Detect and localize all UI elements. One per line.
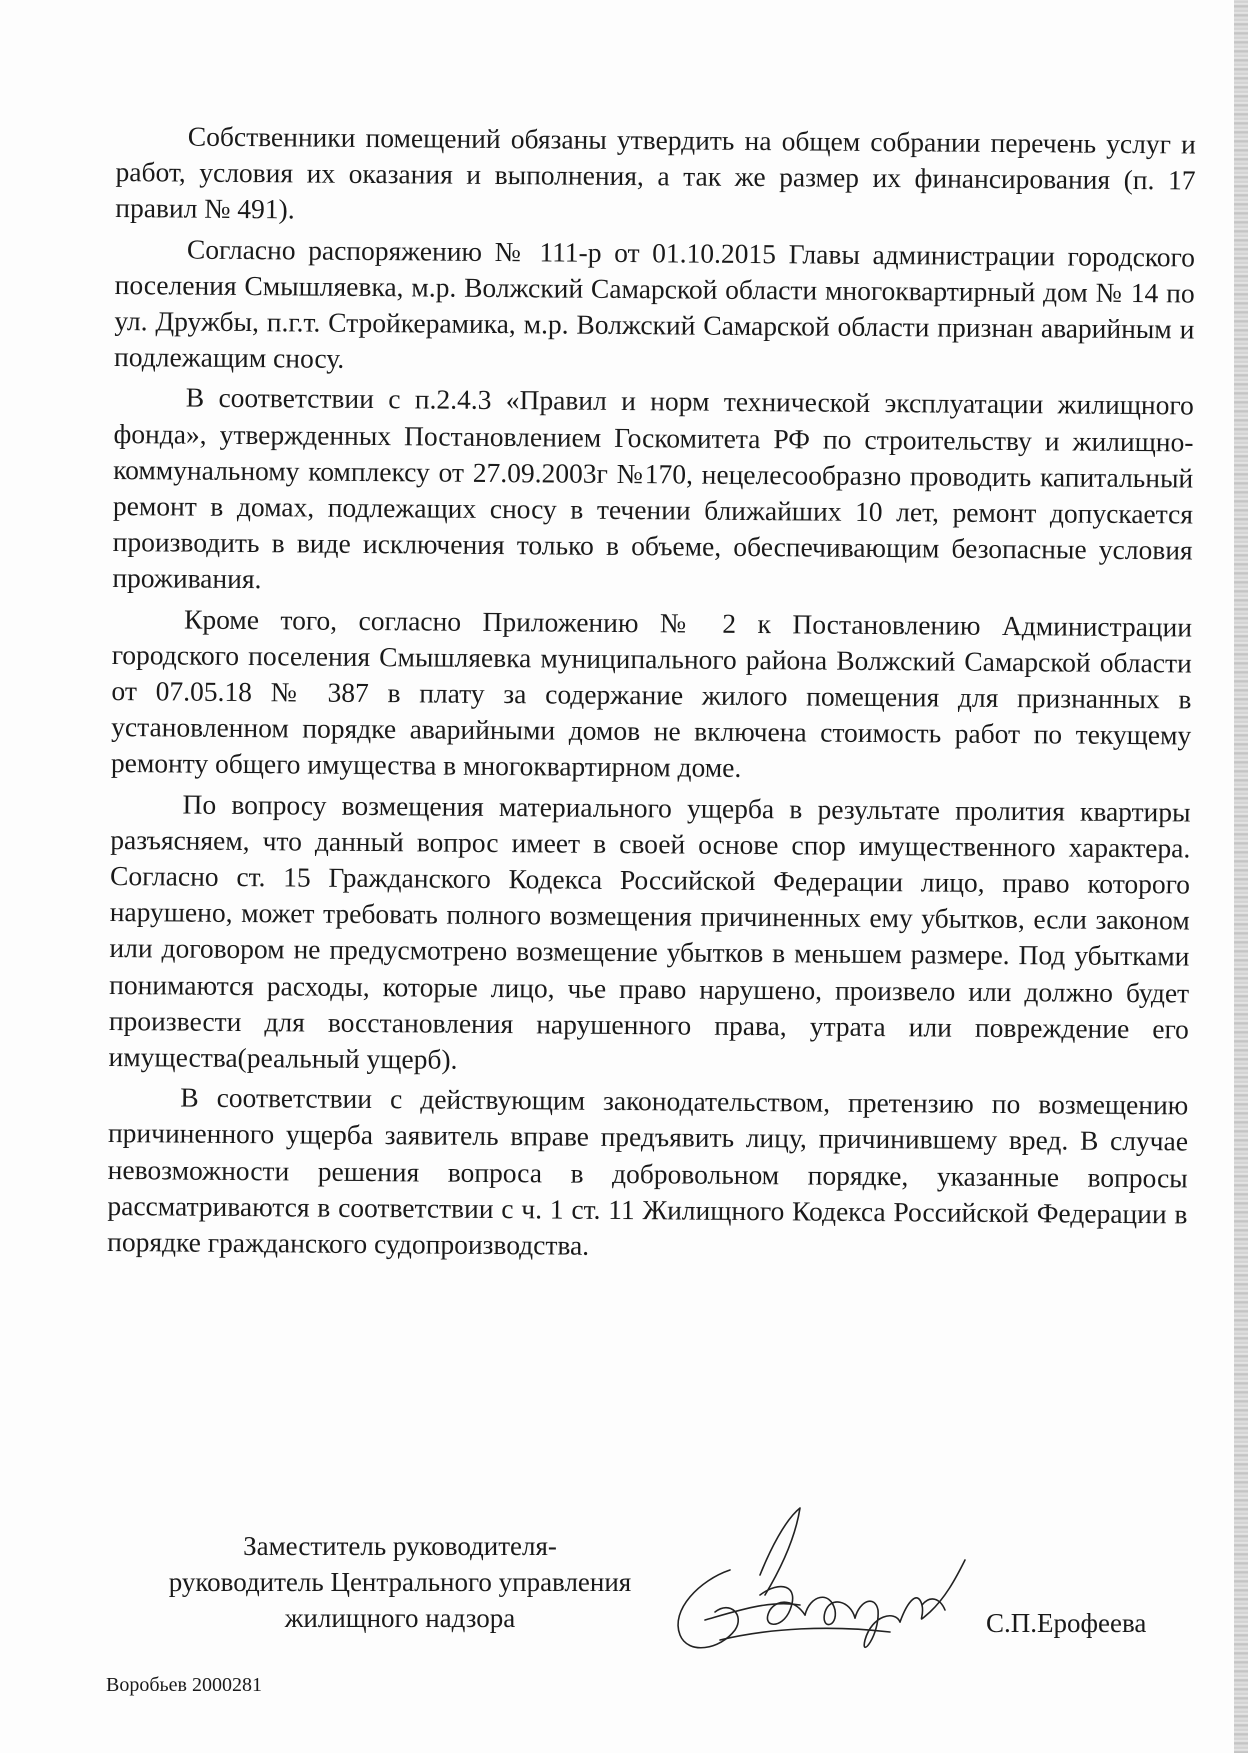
scan-edge-artifact (1234, 0, 1248, 1753)
signer-name: С.П.Ерофеева (986, 1608, 1147, 1638)
signatory-position (140, 1528, 660, 1636)
paragraph-owners-obligation: Собственники помещений обязаны утвердить на общем собрании перечень услуг и работ, условия их оказания и выполнения, а так же размер их финансирования (п. 17 правил № 491). (115, 120, 1196, 225)
handwritten-signature (660, 1500, 990, 1670)
executor-note: Воробьев 2000281 (106, 1674, 262, 1696)
paragraph-maintenance-fee: Кроме того, согласно Приложению № 2 к Постановлению Администрации городского поселения Смышляевка муниципального района Волжский Самарской области от 07.05.18 № 387 в плату за содержание жилого помещения для признанных в установленном порядке аварийными домов не включена стоимость работ по текущему ремонту общего имущества в многоквартирном доме. (110, 603, 1193, 784)
paragraph-emergency-house: Согласно распоряжению № 111-р от 01.10.2015 Главы администрации городского поселения Смышляевка, м.р. Волжский Самарской области многоквартирный дом № 14 по ул. Дружбы, п.г.т. Стройкерамика, м.р. Волжский Самарской области признан аварийным и подлежащим сносу. (114, 233, 1196, 375)
paragraph-damage-compensation: По вопросу возмещения материального ущерба в результате пролития квартиры разъясняем, что данный вопрос имеет в своей основе спор имущественного характера. Согласно ст. 15 Гражданского Кодекса Российской Федерации лицо, право которого нарушено, может требовать полного возмещения причиненных ему убытков, если законом или договором не предусмотрено возмещение убытков в меньшем размере. Под убытками понимаются расходы, которые лицо, чье право нарушено, произвело или должно будет произвести для восстановления нарушенного права, утрата или повреждение его имущества(реальный ущерб). (108, 788, 1191, 1075)
position-line-2: руководитель Центрального управления (168, 1567, 632, 1597)
letter-body (107, 118, 1196, 1273)
paragraph-claim-procedure: В соответствии с действующим законодательством, претензию по возмещению причиненного ущерба заявитель вправе предъявить лицу, причинившему вред. В случае невозможности решения вопроса в добровольном порядке, указанные вопросы рассматриваются в соответствии с ч. 1 ст. 11 Жилищного Кодекса Российской Федерации в порядке гражданского судопроизводства. (107, 1081, 1189, 1261)
position-line-1: Заместитель руководителя- (243, 1531, 557, 1561)
position-line-3: жилищного надзора (284, 1603, 516, 1633)
paragraph-repair-rules: В соответствии с п.2.4.3 «Правил и норм технической эксплуатации жилищного фонда», утвержденных Постановлением Госкомитета РФ по строительству и жилищно-коммунальному комплексу от 27.09.2003г №170, нецелесообразно проводить капитальный ремонт в домах, подлежащих сносу в течении ближайших 10 лет, ремонт допускается производить в виде исключения только в объеме, обеспечивающим безопасные условия проживания. (112, 381, 1194, 595)
